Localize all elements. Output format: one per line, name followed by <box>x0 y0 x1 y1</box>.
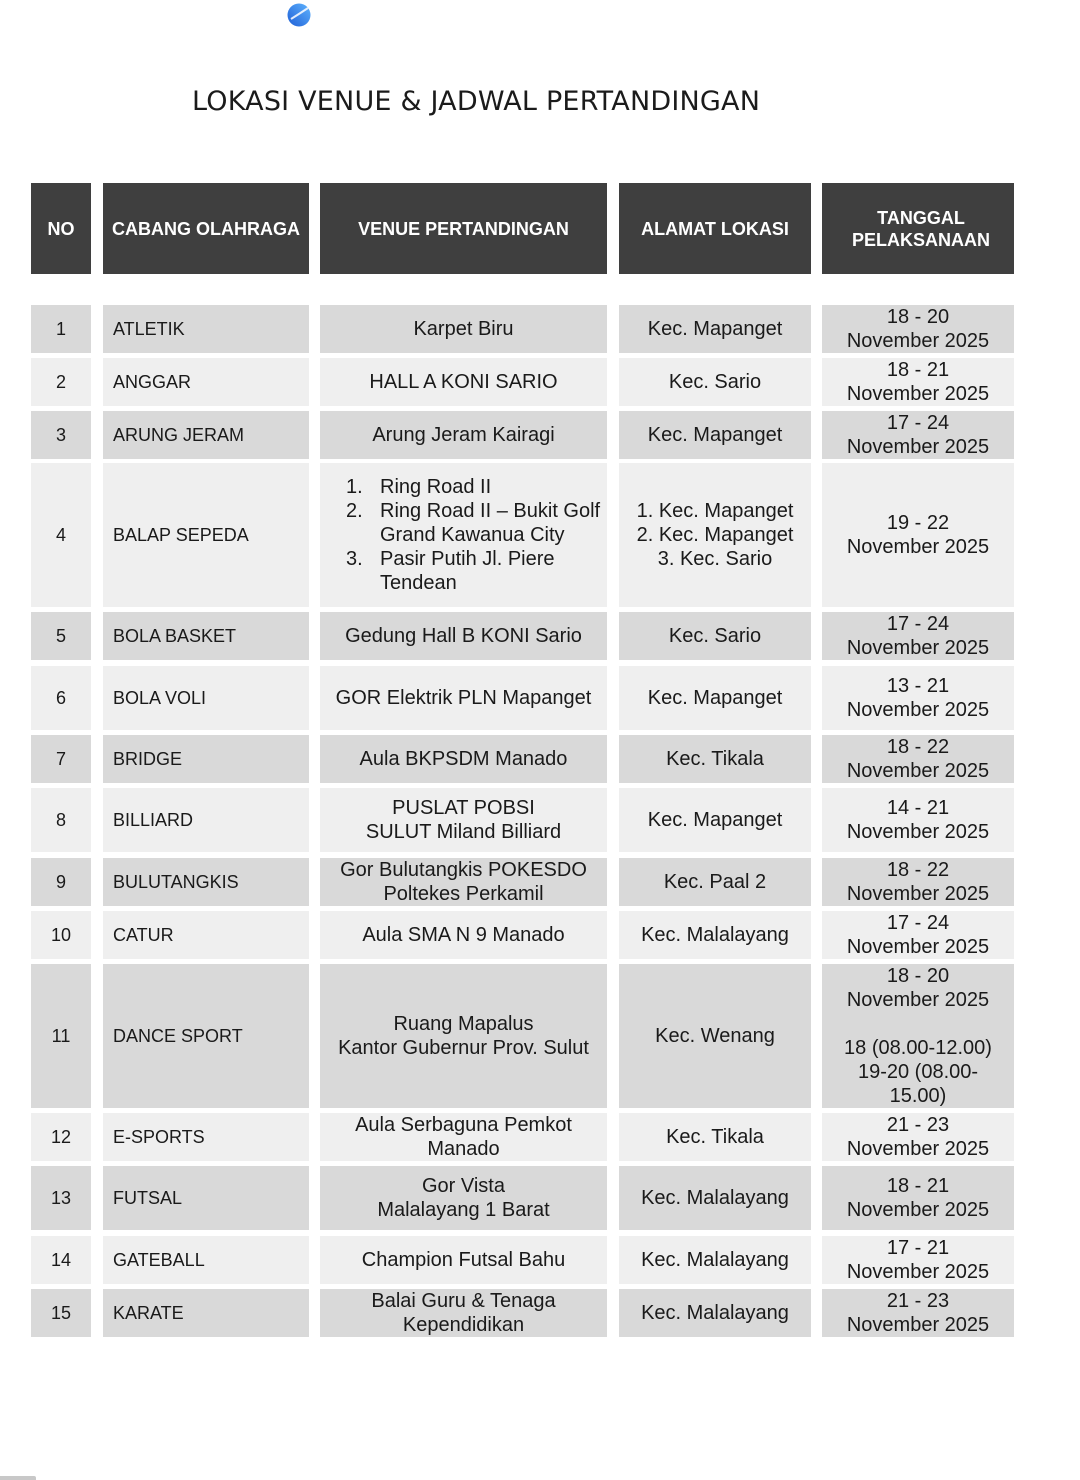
venue-cell <box>320 666 607 730</box>
date-cell <box>822 1236 1014 1284</box>
date-cell <box>822 612 1014 660</box>
sport-name: FUTSAL <box>103 1166 309 1230</box>
address-cell <box>619 358 811 406</box>
address-cell <box>619 735 811 783</box>
date-line: 18 - 22 <box>886 736 950 758</box>
sport-name: BOLA VOLI <box>103 666 309 730</box>
date-line: November 2025 <box>846 330 990 352</box>
date-line: 19 - 22 <box>886 512 950 534</box>
venue-line: Gedung Hall B KONI Sario <box>345 625 582 647</box>
address-line: Kec. Malalayang <box>641 1249 789 1271</box>
date-line: November 2025 <box>846 883 990 905</box>
address-line: Kec. Malalayang <box>641 1302 789 1324</box>
row-number: 5 <box>31 612 91 660</box>
sport-name: GATEBALL <box>103 1236 309 1284</box>
page-title: LOKASI VENUE & JADWAL PERTANDINGAN <box>192 86 761 117</box>
address-line: Kec. Sario <box>668 371 762 393</box>
venue-line: Kantor Gubernur Prov. Sulut <box>338 1037 589 1059</box>
address-cell <box>619 1289 811 1337</box>
date-line: 17 - 24 <box>886 613 950 635</box>
address-cell <box>619 612 811 660</box>
date-cell <box>822 1289 1014 1337</box>
venue-cell <box>320 305 607 353</box>
address-cell <box>619 305 811 353</box>
venue-list <box>320 475 607 595</box>
venue-list-item <box>320 475 607 499</box>
venue-cell <box>320 911 607 959</box>
venue-line: Arung Jeram Kairagi <box>372 424 555 446</box>
address-cell <box>619 1166 811 1230</box>
venue-cell <box>320 964 607 1108</box>
date-line: 18 - 21 <box>886 1175 950 1197</box>
venue-line: Kependidikan <box>402 1314 525 1336</box>
venue-line: Malalayang 1 Barat <box>377 1199 550 1221</box>
address-cell <box>619 463 811 607</box>
date-line: November 2025 <box>846 383 990 405</box>
address-line: 1. Kec. Mapanget <box>636 500 794 522</box>
venue-line: Aula BKPSDM Manado <box>359 748 568 770</box>
address-cell <box>619 964 811 1108</box>
row-number: 3 <box>31 411 91 459</box>
sport-name: BALAP SEPEDA <box>103 463 309 607</box>
sport-name: BRIDGE <box>103 735 309 783</box>
venue-list-item <box>320 499 607 547</box>
date-line: 18 - 22 <box>886 859 950 881</box>
address-line: Kec. Malalayang <box>641 924 789 946</box>
address-line: Kec. Mapanget <box>647 424 783 446</box>
date-cell <box>822 1166 1014 1230</box>
venue-line: Aula Serbaguna Pemkot <box>355 1114 572 1136</box>
header-no: NO <box>31 183 91 274</box>
date-line: November 2025 <box>846 821 990 843</box>
date-cell <box>822 858 1014 906</box>
address-cell <box>619 858 811 906</box>
date-cell <box>822 666 1014 730</box>
address-line: Kec. Paal 2 <box>663 871 767 893</box>
venue-list-number: 1. <box>346 476 363 498</box>
date-line: 18 - 20 <box>886 306 950 328</box>
venue-line: GOR Elektrik PLN Mapanget <box>335 687 592 709</box>
sport-name: BULUTANGKIS <box>103 858 309 906</box>
address-cell <box>619 411 811 459</box>
date-line: November 2025 <box>846 536 990 558</box>
venue-line: Champion Futsal Bahu <box>361 1249 566 1271</box>
venue-list-item <box>320 547 607 595</box>
date-cell <box>822 463 1014 607</box>
date-cell <box>822 305 1014 353</box>
address-cell <box>619 1236 811 1284</box>
row-number: 7 <box>31 735 91 783</box>
address-line: Kec. Tikala <box>666 748 764 770</box>
date-cell <box>822 411 1014 459</box>
venue-list-number: 2. <box>346 500 363 522</box>
address-line: 2. Kec. Mapanget <box>636 524 794 546</box>
address-cell <box>619 911 811 959</box>
venue-list-text: Ring Road II <box>380 476 492 498</box>
date-cell <box>822 788 1014 852</box>
date-line: 21 - 23 <box>886 1114 950 1136</box>
sport-name: KARATE <box>103 1289 309 1337</box>
date-line: 18 - 21 <box>886 359 950 381</box>
date-line: November 2025 <box>846 637 990 659</box>
venue-line: Aula SMA N 9 Manado <box>362 924 565 946</box>
row-number: 14 <box>31 1236 91 1284</box>
date-line: November 2025 <box>846 436 990 458</box>
row-number: 6 <box>31 666 91 730</box>
blue-dot-icon <box>286 2 312 28</box>
date-line: 17 - 21 <box>886 1237 950 1259</box>
venue-line: SULUT Miland Billiard <box>365 821 562 843</box>
venue-line: Balai Guru & Tenaga <box>371 1290 556 1312</box>
header-venue: VENUE PERTANDINGAN <box>320 183 607 274</box>
date-line: November 2025 <box>846 1138 990 1160</box>
venue-line: Poltekes Perkamil <box>383 883 544 905</box>
address-line: Kec. Sario <box>668 625 762 647</box>
address-line: Kec. Wenang <box>655 1025 775 1047</box>
venue-line: Gor Bulutangkis POKESDO <box>340 859 587 881</box>
sport-name: ATLETIK <box>103 305 309 353</box>
header-date: TANGGAL PELAKSANAAN <box>822 183 1014 274</box>
date-line: 19-20 (08.00- <box>857 1061 979 1083</box>
date-line: November 2025 <box>846 1199 990 1221</box>
sport-name: CATUR <box>103 911 309 959</box>
venue-cell <box>320 612 607 660</box>
date-line: 18 (08.00-12.00) <box>844 1037 992 1059</box>
venue-line: Manado <box>427 1138 500 1160</box>
address-cell <box>619 1113 811 1161</box>
row-number: 1 <box>31 305 91 353</box>
address-line: Kec. Tikala <box>666 1126 764 1148</box>
date-line: 14 - 21 <box>886 797 950 819</box>
venue-list-number: 3. <box>346 548 363 570</box>
sport-name: ARUNG JERAM <box>103 411 309 459</box>
venue-line: Gor Vista <box>421 1175 505 1197</box>
date-line: 18 - 20 <box>886 965 950 987</box>
date-line: 15.00) <box>889 1085 947 1107</box>
row-number: 4 <box>31 463 91 607</box>
address-line: Kec. Mapanget <box>647 687 783 709</box>
address-cell <box>619 788 811 852</box>
venue-line: Ruang Mapalus <box>393 1013 534 1035</box>
date-line: November 2025 <box>846 699 990 721</box>
address-line: Kec. Mapanget <box>647 809 783 831</box>
venue-line: PUSLAT POBSI <box>392 797 535 819</box>
venue-line: HALL A KONI SARIO <box>369 371 558 393</box>
date-line: 17 - 24 <box>886 412 950 434</box>
address-line: Kec. Malalayang <box>641 1187 789 1209</box>
address-line: Kec. Mapanget <box>647 318 783 340</box>
row-number: 13 <box>31 1166 91 1230</box>
venue-cell <box>320 735 607 783</box>
row-number: 10 <box>31 911 91 959</box>
date-line <box>844 1012 992 1036</box>
date-line: November 2025 <box>846 1314 990 1336</box>
venue-cell <box>320 411 607 459</box>
venue-cell <box>320 1113 607 1161</box>
date-line: November 2025 <box>846 936 990 958</box>
sport-name: BOLA BASKET <box>103 612 309 660</box>
row-number: 15 <box>31 1289 91 1337</box>
date-cell <box>822 964 1014 1108</box>
venue-cell <box>320 1289 607 1337</box>
date-cell <box>822 735 1014 783</box>
venue-cell <box>320 358 607 406</box>
venue-cell <box>320 858 607 906</box>
date-cell <box>822 1113 1014 1161</box>
row-number: 8 <box>31 788 91 852</box>
row-number: 11 <box>31 964 91 1108</box>
address-line: 3. Kec. Sario <box>657 548 773 570</box>
row-number: 12 <box>31 1113 91 1161</box>
scroll-indicator <box>0 1476 36 1480</box>
row-number: 2 <box>31 358 91 406</box>
row-number: 9 <box>31 858 91 906</box>
sport-name: ANGGAR <box>103 358 309 406</box>
venue-line: Karpet Biru <box>413 318 514 340</box>
venue-list-text: Pasir Putih Jl. Piere Tendean <box>380 548 555 594</box>
date-cell <box>822 911 1014 959</box>
date-line: November 2025 <box>846 760 990 782</box>
date-cell <box>822 358 1014 406</box>
venue-list-text: Ring Road II – Bukit Golf Grand Kawanua City <box>380 500 601 546</box>
sport-name: E-SPORTS <box>103 1113 309 1161</box>
header-address: ALAMAT LOKASI <box>619 183 811 274</box>
address-cell <box>619 666 811 730</box>
date-line: November 2025 <box>846 1261 990 1283</box>
venue-cell <box>320 788 607 852</box>
date-line: 17 - 24 <box>886 912 950 934</box>
sport-name: DANCE SPORT <box>103 964 309 1108</box>
date-line: 21 - 23 <box>886 1290 950 1312</box>
date-line: 13 - 21 <box>886 675 950 697</box>
venue-cell <box>320 1166 607 1230</box>
header-sport: CABANG OLAHRAGA <box>103 183 309 274</box>
venue-cell <box>320 463 607 607</box>
sport-name: BILLIARD <box>103 788 309 852</box>
venue-cell <box>320 1236 607 1284</box>
date-line: November 2025 <box>846 989 990 1011</box>
